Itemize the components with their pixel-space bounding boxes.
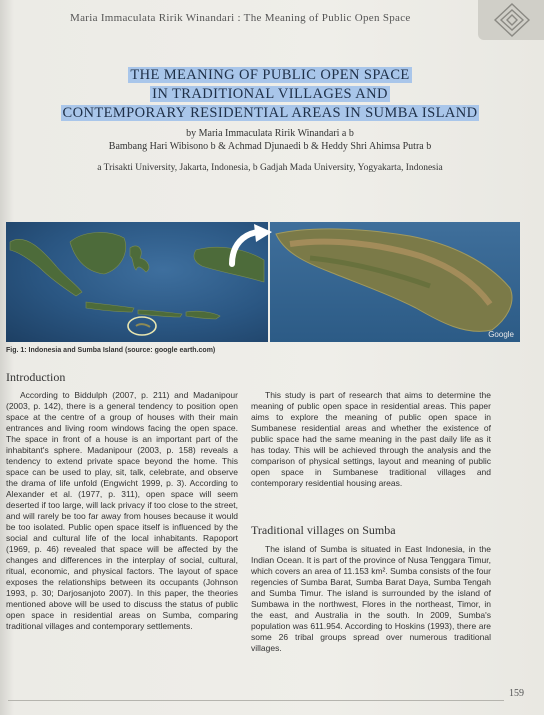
right-column [251, 390, 491, 496]
sumba-column [251, 544, 491, 661]
footer-rule [8, 700, 504, 701]
title-line-2: IN TRADITIONAL VILLAGES AND [152, 86, 388, 102]
article-title [20, 64, 520, 121]
page-number: 159 [509, 688, 524, 699]
title-line-1: THE MEANING OF PUBLIC OPEN SPACE [130, 67, 410, 83]
section-heading-introduction: Introduction [6, 370, 66, 384]
intro-paragraph: According to Biddulph (2007, p. 211) and Madanipour (2003, p. 142), there is a general tendency to position open space at the centre of a group of houses with their main entrances and living room windows facing the open space. The space in front of a house is an important part of the inhabitant's sphere. Madanipour (2003, p. 158) reveals a tendency to extend private space beyond the home. This space can be used to play, sit, talk, celebrate, and observe the drama of life unfold (Engwicht 1999, p. 3). According to Alexander et al. (1977, p. 311), open space will seem deserted if too large, will lack privacy if too close to the street, and will rarely be too far away from houses because it would be too isolated. Public open space itself is influenced by the social and cultural life of the local inhabitants. Rapoport (1969, p. 46) revealed that space will be affected by the changes and differences in the interplay of social, cultural, ritual, economic, and physical factors. The layout of space exposes the relationships between its occupants (Johnson 1993, p. 30; Darjosanjoto 2007). In this paper, the theories mentioned above will be used to discuss the status of public open space in residential areas on Sumba, comparing traditional villages and contemporary settlements. [6, 390, 238, 631]
author-list [20, 127, 520, 153]
section-heading-traditional-villages: Traditional villages on Sumba [251, 523, 396, 537]
curved-arrow-icon [226, 224, 278, 272]
ornament-logo [478, 0, 544, 40]
title-line-3: CONTEMPORARY RESIDENTIAL AREAS IN SUMBA ISLAND [62, 105, 478, 121]
sumba-paragraph: The island of Sumba is situated in East Indonesia, in the Indian Ocean. It is part of the province of Nusa Tenggara Timur, which covers an area of 11.153 km². Sumba consists of the four regencies of Sumba Barat, Sumba Barat Daya, Sumba Tengah and Sumba Timur. The island is surrounded by the island of Sumbawa in the northwest, Flores in the northeast, Timor, in the east, and Australia in the south. In 2009, Sumba's population was 611.954. According to Hoskins (1993), there are some 26 tribal groups spread over numerous traditional villages. [251, 544, 491, 653]
running-head: Maria Immaculata Ririk Winandari : The Meaning of Public Open Space [70, 12, 411, 24]
affiliation: a Trisakti University, Jakarta, Indonesia, b Gadjah Mada University, Yogyakarta, Indonesia [97, 163, 443, 173]
authors-line-1: by Maria Immaculata Ririk Winandari a b [186, 128, 354, 139]
google-watermark: Google [488, 330, 514, 339]
sumba-satellite-map [270, 222, 520, 342]
study-aim-paragraph: This study is part of research that aims to determine the meaning of public open space in residential areas. This paper aims to explore the meaning of public open space in Sumbanese residential areas and whether the existence of public space had the same meaning in the past daily life as it has today. This will be achieved through the analysis and the comparison of physical settings, layout and meaning of public open space in Sumbanese traditional villages and contemporary residential housing areas. [251, 390, 491, 488]
authors-line-2: Bambang Hari Wibisono b & Achmad Djunaedi b & Heddy Shri Ahimsa Putra b [108, 141, 432, 152]
figure-caption: Fig. 1: Indonesia and Sumba Island (source: google earth.com) [6, 347, 216, 354]
intro-column [6, 390, 238, 639]
